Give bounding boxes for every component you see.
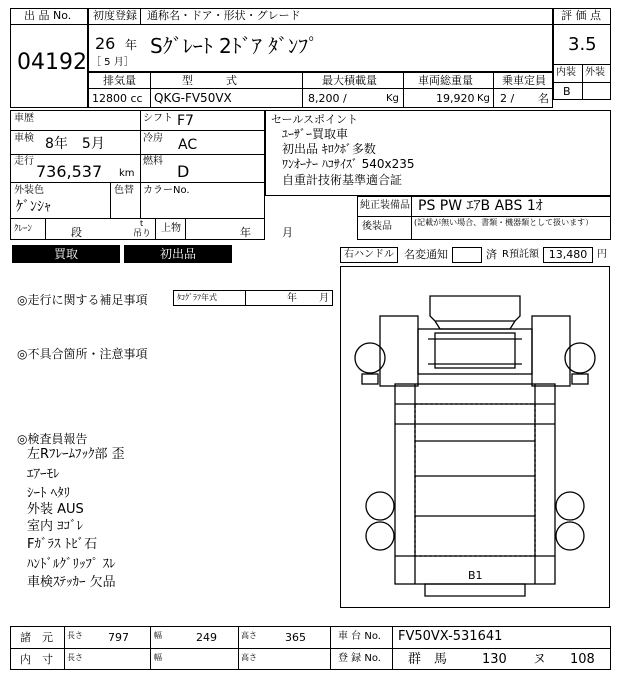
crane-year: 年: [240, 226, 251, 239]
recycle-label: R預託額: [502, 249, 539, 260]
lot-no: 04192: [17, 50, 87, 75]
report-line-8: 車検ｽﾃｯｶｰ 欠品: [27, 575, 116, 590]
recycle-status: 済: [486, 248, 497, 261]
inspection-label: 車検: [14, 133, 34, 144]
interior-grade: B: [563, 85, 571, 98]
height-value: 365: [285, 631, 306, 644]
report-line-1: 左Rﾌﾚｰﾑﾌｯｸ部 歪: [27, 447, 125, 462]
reg-area: 群 馬: [408, 652, 448, 667]
reg-year: 26: [95, 34, 116, 53]
inner-height-label: 高さ: [241, 653, 257, 662]
inspector-heading: ◎検査員報告: [17, 432, 88, 446]
supplement-heading: ◎走行に関する補足事項: [17, 293, 148, 307]
chassis-label: 車 台 No.: [338, 631, 381, 642]
gross-unit: Kg: [477, 93, 490, 104]
tacho-year: 年: [287, 293, 297, 304]
name-change-box: [452, 247, 482, 263]
yen-label: 円: [597, 249, 607, 260]
shift-label: シフト: [143, 113, 173, 124]
gross-weight-label: 車両総重量: [418, 74, 473, 87]
reg-number: 108: [570, 652, 595, 667]
specs-label: 諸 元: [20, 631, 53, 644]
ac-label: 冷房: [143, 133, 163, 144]
report-line-4: 外装 AUS: [27, 502, 84, 517]
width-value: 249: [196, 631, 217, 644]
displacement-label: 排気量: [103, 74, 136, 87]
load-unit: Kg: [386, 93, 399, 104]
exterior-label: 外装: [585, 67, 605, 78]
aftermarket-label: 後装品: [362, 221, 392, 232]
mileage-value: 736,537: [36, 162, 103, 181]
reg-month: ［ 5 月］: [91, 57, 134, 68]
sales-point-3: ﾜﾝｵｰﾅｰ ﾊｺｻｲｽﾞ 540x235: [282, 157, 415, 171]
ac-value: AC: [178, 137, 198, 153]
score-label: 評 価 点: [561, 9, 601, 22]
report-line-7: ﾊﾝﾄﾞﾙｸﾞﾘｯﾌﾟ ｽﾚ: [27, 557, 116, 572]
color-code-label: カラーNo.: [143, 185, 190, 196]
tacho-month: 月: [319, 293, 329, 304]
crane-month: 月: [282, 226, 293, 239]
fuel-value: D: [177, 162, 190, 181]
sales-point-2: 初出品 ｷﾛｸﾎﾞ多数: [282, 142, 376, 156]
capacity-unit: 名: [538, 92, 549, 105]
sales-point-1: ﾕｰｻﾞｰ買取車: [282, 127, 349, 141]
crane-t: t: [140, 219, 144, 228]
ext-color-value: ｹﾞﾝｼｬ: [16, 199, 51, 215]
shift-value: F7: [177, 113, 194, 129]
truck-diagram: [340, 266, 610, 608]
reg-label: 登 録 No.: [338, 653, 381, 664]
upper-body-label: 上物: [161, 223, 181, 234]
reg-class: 130: [482, 652, 507, 667]
ext-color-label: 外装色: [14, 185, 44, 196]
report-line-3: ｼｰﾄ ﾍﾀﾘ: [27, 486, 71, 501]
mileage-unit: km: [119, 168, 135, 179]
report-line-5: 室内 ﾖｺﾞﾚ: [27, 519, 84, 534]
crane-label: ｸﾚｰﾝ: [14, 224, 33, 234]
inner-label: 内 寸: [20, 653, 53, 666]
length-label: 長さ: [67, 631, 83, 640]
load-label: 最大積載量: [322, 74, 377, 87]
crane-stage-unit: 段: [71, 226, 82, 239]
equipment-label: 純正装備品: [360, 200, 410, 211]
capacity-label: 乗車定員: [502, 74, 546, 87]
sales-points-label: セールスポイント: [271, 113, 359, 126]
height-label: 高さ: [241, 631, 257, 640]
inspection-value: 8年 5月: [45, 136, 105, 152]
name-label: 通称名・ドア・形状・グレード: [147, 9, 301, 22]
lot-no-label: 出 品 No.: [24, 9, 72, 22]
history-label: 車歴: [14, 113, 34, 124]
right-handle-flag: 右ハンドル: [340, 247, 398, 263]
score-value: 3.5: [568, 34, 597, 55]
mileage-label: 走行: [14, 156, 34, 167]
aftermarket-note: (記載が無い場合、書類・機器類として扱います）: [414, 218, 594, 227]
length-value: 797: [108, 631, 129, 644]
width-label: 幅: [154, 631, 162, 640]
model-label: 型 式: [182, 74, 237, 87]
diagram-mark: B1: [468, 569, 483, 582]
fuel-label: 燃料: [143, 156, 163, 167]
load: 8,200 /: [308, 92, 347, 105]
gross-weight: 19,920: [436, 92, 475, 105]
displacement: 12800 cc: [92, 92, 143, 105]
reg-year-unit: 年: [125, 38, 138, 52]
equipment-value: PS PW ｴｱB ABS 1ｵ: [418, 198, 543, 214]
recycle-amount: 13,480: [543, 247, 593, 263]
report-line-2: ｴｱｰﾓﾚ: [27, 467, 60, 482]
first-listing-badge: 初出品: [124, 245, 232, 263]
crane-hoist: 吊り: [133, 229, 152, 239]
inner-length-label: 長さ: [67, 653, 83, 662]
purchase-badge: 買取: [12, 245, 120, 263]
defects-heading: ◎不具合箇所・注意事項: [17, 347, 148, 361]
sales-point-4: 自重計技術基準適合証: [282, 173, 403, 187]
color-change-label: 色替: [114, 185, 134, 196]
report-line-6: Fｶﾞﾗｽ ﾄﾋﾞ石: [27, 537, 98, 552]
tacho-label: ﾀｺｸﾞﾗﾌ年式: [177, 293, 217, 302]
name-change-label: 名変通知: [404, 248, 448, 261]
capacity: 2 /: [500, 92, 515, 105]
first-reg-label: 初度登録: [93, 9, 137, 22]
reg-kana: ヌ: [533, 652, 547, 667]
car-name: Sｸﾞﾚｰﾄ 2ﾄﾞｱ ﾀﾞﾝﾌﾟ: [150, 34, 319, 58]
chassis-value: FV50VX-531641: [398, 629, 503, 644]
inner-width-label: 幅: [154, 653, 162, 662]
model: QKG-FV50VX: [154, 91, 232, 105]
interior-label: 内装: [556, 67, 576, 78]
